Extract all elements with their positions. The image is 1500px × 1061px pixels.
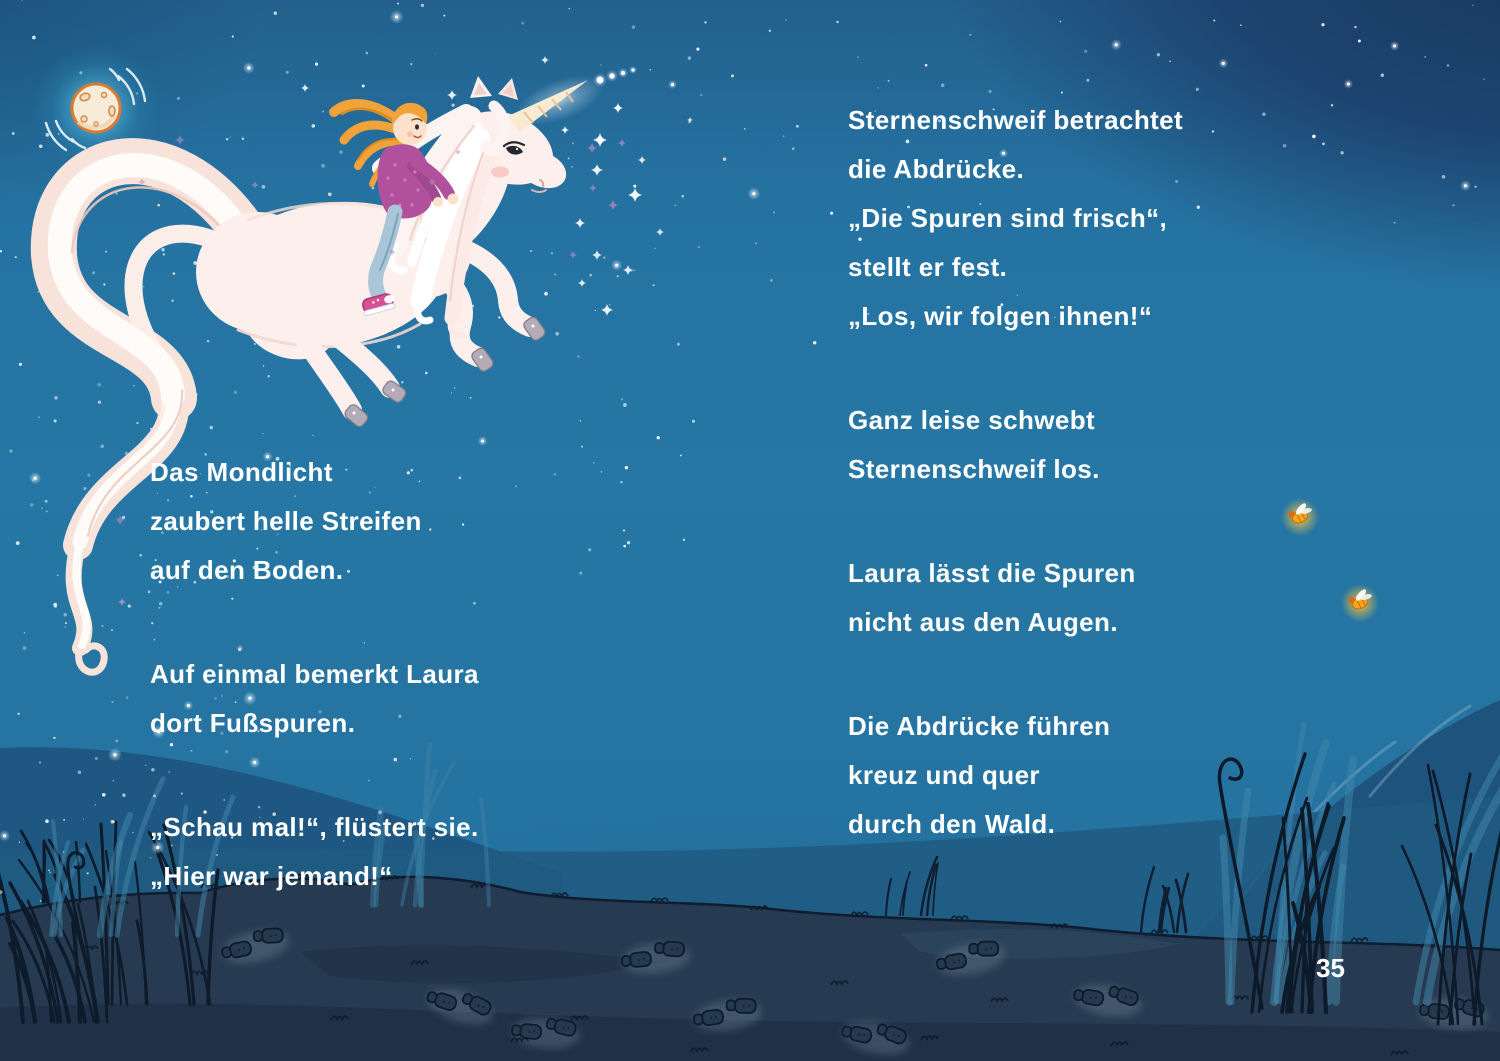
page-number: 35 (1316, 953, 1345, 983)
story-line: auf den Boden. (150, 555, 344, 585)
story-line: kreuz und quer (848, 760, 1040, 790)
story-line: „Schau mal!“, flüstert sie. (150, 812, 479, 842)
story-line: „Los, wir folgen ihnen!“ (848, 301, 1153, 331)
story-line: Sternenschweif betrachtet (848, 105, 1184, 135)
story-line: Auf einmal bemerkt Laura (150, 659, 479, 689)
story-line: Das Mondlicht (150, 457, 333, 487)
unicorn-blush (491, 167, 509, 178)
firefly (1341, 584, 1379, 622)
story-line: Sternenschweif los. (848, 454, 1100, 484)
story-paragraph (150, 803, 610, 901)
story-paragraph (848, 96, 1318, 341)
story-line: zaubert helle Streifen (150, 506, 422, 536)
horn-sparkle-trail (593, 66, 637, 87)
story-line: Laura lässt die Spuren (848, 558, 1136, 588)
unicorn-horn (508, 65, 637, 134)
story-paragraph (848, 396, 1318, 494)
story-paragraph (150, 650, 610, 748)
story-text-right-column (848, 96, 1318, 904)
story-paragraph (848, 549, 1318, 647)
story-line: die Abdrücke. (848, 154, 1025, 184)
story-line: Die Abdrücke führen (848, 711, 1111, 741)
story-line: durch den Wald. (848, 809, 1056, 839)
story-line: stellt er fest. (848, 252, 1008, 282)
story-line: Ganz leise schwebt (848, 405, 1096, 435)
story-text-left-column (150, 448, 610, 956)
story-line: „Hier war jemand!“ (150, 861, 393, 891)
story-line: nicht aus den Augen. (848, 607, 1118, 637)
story-line: „Die Spuren sind frisch“, (848, 203, 1168, 233)
story-paragraph (848, 702, 1318, 849)
story-paragraph (150, 448, 610, 595)
story-line: dort Fußspuren. (150, 708, 356, 738)
